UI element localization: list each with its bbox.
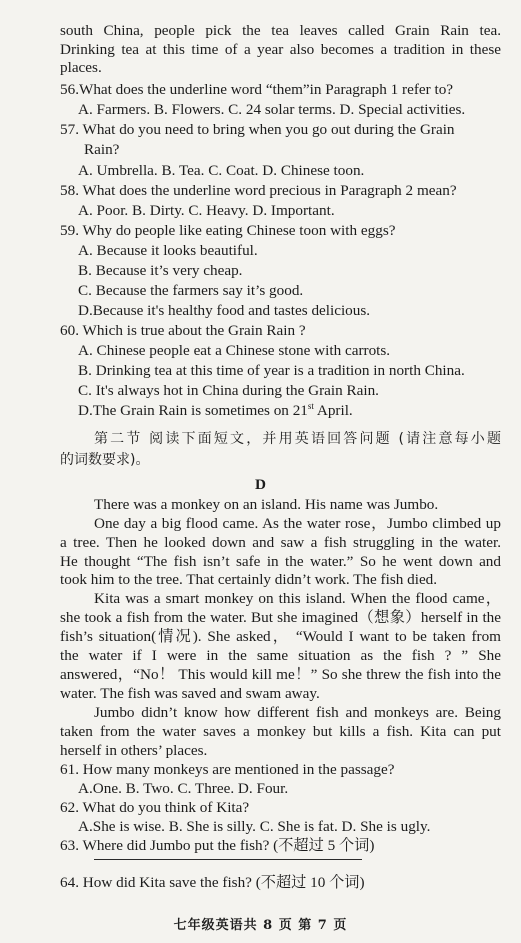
section-2-heading-cont: 的词数要求)。	[60, 452, 150, 468]
question-60-option-b: B. Drinking tea at this time of year is a tradition in north China.	[78, 362, 465, 379]
passage-line: One day a big flood came. As the water rose，Jumbo climbed up	[94, 515, 501, 532]
question-58-stem: 58. What does the underline word precious in Paragraph 2 mean?	[60, 182, 457, 199]
passage-line: herself in others’ places.	[60, 742, 208, 759]
section-2-heading: 第二节 阅读下面短文，并用英语回答问题 (请注意每小题	[94, 431, 501, 447]
question-62-stem: 62. What do you think of Kita?	[60, 799, 250, 816]
intro-line-1: south China, people pick the tea leaves called Grain Rain tea.	[60, 22, 501, 39]
passage-line: a tree. Then he looked down and saw a fish struggling in the water.	[60, 534, 501, 551]
passage-line: fish’s situation(情况). She asked， “Would I want to be taken from	[60, 628, 501, 645]
question-57-options: A. Umbrella. B. Tea. C. Coat. D. Chinese toon.	[78, 162, 365, 179]
page-footer: 七年级英语共 8 页 第 7 页	[173, 918, 348, 933]
passage-line: He thought “The fish isn’t safe in the water.” So he went down and	[60, 553, 501, 570]
intro-line-2: Drinking tea at this time of a year also becomes a tradition in these	[60, 41, 501, 58]
passage-line: she took a fish from the water. But she imagined（想象）herself in the	[60, 609, 501, 626]
question-60-option-d	[78, 401, 353, 421]
question-60-option-d-text: D.The Grain Rain is sometimes on 21	[78, 402, 308, 419]
question-61-options: A.One. B. Two. C. Three. D. Four.	[78, 780, 289, 797]
question-57-stem: 57. What do you need to bring when you go out during the Grain	[60, 121, 455, 138]
passage-line: There was a monkey on an island. His name was Jumbo.	[94, 496, 439, 513]
passage-line: the water if I were in the same situation as the fish ? ” She	[60, 647, 501, 664]
question-59-option-b: B. Because it’s very cheap.	[78, 262, 243, 279]
passage-title: D	[255, 476, 266, 493]
passage-line: answered，“No！ This would kill me！” So she threw the fish into the	[60, 666, 501, 683]
question-63-stem: 63. Where did Jumbo put the fish? (不超过 5 个词)	[60, 837, 375, 854]
passage-line: water. The fish was saved and swam away.	[60, 685, 320, 702]
question-59-option-d: D.Because it's healthy food and tastes delicious.	[78, 302, 371, 319]
intro-line-3: places.	[60, 59, 102, 76]
question-59-option-c: C. Because the farmers say it’s good.	[78, 282, 304, 299]
passage-line: took him to the tree. That certainly didn’t work. The fish died.	[60, 571, 438, 588]
question-61-stem: 61. How many monkeys are mentioned in the passage?	[60, 761, 395, 778]
question-56-stem: 56.What does the underline word “them”in Paragraph 1 refer to?	[60, 81, 454, 98]
question-58-options: A. Poor. B. Dirty. C. Heavy. D. Important.	[78, 202, 335, 219]
question-64-stem: 64. How did Kita save the fish? (不超过 10 个词)	[60, 874, 365, 891]
passage-line: Kita was a smart monkey on this island. When the flood came，	[94, 590, 501, 607]
question-60-option-a: A. Chinese people eat a Chinese stone with carrots.	[78, 342, 391, 359]
passage-line: taken from the water saves a monkey but kills a fish. Kita can put	[60, 723, 501, 740]
question-59-option-a: A. Because it looks beautiful.	[78, 242, 258, 259]
answer-blank-line[interactable]	[94, 859, 362, 860]
question-57-stem-cont: Rain?	[84, 141, 120, 158]
question-60-option-d-suffix: st	[307, 400, 314, 411]
question-60-option-c: C. It's always hot in China during the Grain Rain.	[78, 382, 379, 399]
question-59-stem: 59. Why do people like eating Chinese toon with eggs?	[60, 222, 396, 239]
question-60-option-d-tail: April.	[313, 402, 353, 419]
question-56-options: A. Farmers. B. Flowers. C. 24 solar terms. D. Special activities.	[78, 101, 466, 118]
passage-line: Jumbo didn’t know how different fish and monkeys are. Being	[94, 704, 501, 721]
question-60-stem: 60. Which is true about the Grain Rain ?	[60, 322, 306, 339]
question-62-options: A.She is wise. B. She is silly. C. She is fat. D. She is ugly.	[78, 818, 431, 835]
